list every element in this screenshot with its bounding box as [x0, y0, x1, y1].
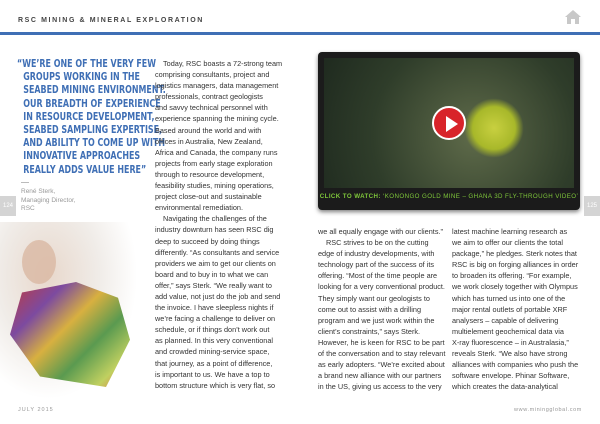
- text-line: experience spanning the mining cycle.: [155, 114, 279, 124]
- text-line: project close-out and sustainable: [155, 192, 262, 202]
- text-line: offer,” says Sterk. “We really want to: [155, 280, 272, 290]
- quote-line: GROUPS WORKING IN THE: [23, 72, 140, 84]
- article-column-3: [452, 226, 578, 392]
- text-line: software envelope. Phinar Software,: [452, 371, 570, 381]
- text-line: They simply want our geologists to: [318, 293, 430, 303]
- text-line: as planned. In this very conventional: [155, 336, 274, 346]
- text-line: client’s constraints,” says Sterk.: [318, 326, 421, 336]
- text-line: is important to us. We have a top to: [155, 369, 270, 379]
- video-player[interactable]: [318, 52, 580, 210]
- text-line: come out to assist with a drilling: [318, 304, 422, 314]
- text-line: differently. “As consultants and service: [155, 247, 280, 257]
- text-line: we all equally engage with our clients.”: [318, 227, 443, 236]
- attribution-line: RSC: [21, 205, 35, 212]
- text-line: environmental remediation.: [155, 203, 244, 213]
- article-photo: [0, 222, 138, 400]
- text-line: Africa and Canada, the company runs: [155, 147, 278, 157]
- caption-label: CLICK TO WATCH:: [319, 193, 381, 200]
- text-line: and crowded mining-service space,: [155, 347, 270, 357]
- text-line: However, he is keen for RSC to be part: [318, 337, 445, 347]
- text-line: technology part of the success of its: [318, 260, 435, 270]
- text-line: logistics managers, data management: [155, 81, 279, 91]
- text-line: providers we aim to get our clients on: [155, 258, 276, 268]
- section-title: RSC MINING & MINERAL EXPLORATION: [18, 17, 204, 24]
- text-line: RSC is big on forging alliances in order: [452, 260, 579, 270]
- text-line: Today, RSC boasts a 72-strong team: [163, 59, 283, 68]
- text-line: RSC strives to be on the cutting: [326, 238, 429, 248]
- video-caption[interactable]: [318, 193, 580, 200]
- article-column-2: [318, 226, 445, 392]
- page-number-right: 125: [584, 196, 600, 216]
- text-line: Navigating the challenges of the: [163, 214, 267, 224]
- attribution-line: René Sterk,: [21, 188, 56, 195]
- text-line: a brand new alliance with our partners: [318, 371, 442, 381]
- page-number-left: 124: [0, 196, 16, 216]
- quote-line: INNOVATIVE APPROACHES: [23, 151, 141, 163]
- quote-line: SEABED SAMPLING EXPERTISE,: [23, 125, 163, 137]
- text-line: in the US, giving us access to the very: [318, 382, 442, 392]
- text-line: package,” he pledges. Sterk notes that: [452, 249, 577, 259]
- text-line: major rental outlets of portable XRF: [452, 304, 568, 314]
- person-face: [22, 240, 56, 284]
- text-line: industry downturn has seen RSC dig: [155, 225, 274, 235]
- text-line: we aim to offer our clients the total: [452, 238, 563, 248]
- article-column-1: [155, 58, 282, 391]
- text-line: alliances with companies who push the: [452, 360, 579, 370]
- text-line: looking for a very conventional product.: [318, 282, 445, 292]
- text-line: bottom structure which is very flat, so: [155, 380, 276, 390]
- text-line: X-ray fluorescence – in Australasia,”: [452, 337, 569, 347]
- play-icon[interactable]: [432, 106, 466, 140]
- attribution-dash: [21, 182, 29, 183]
- quote-line: SEABED MINING ENVIRONMENT.: [23, 85, 166, 97]
- text-line: offices in Australia, New Zealand,: [155, 136, 263, 146]
- text-line: program and we just work within the: [318, 315, 435, 325]
- header-divider: [0, 32, 600, 35]
- text-line: professionals, contract geologists: [155, 92, 263, 102]
- quote-line: AND ABILITY TO COME UP WITH: [23, 138, 165, 150]
- video-thumbnail[interactable]: [324, 58, 574, 188]
- geological-map: [10, 282, 130, 387]
- issue-date: JULY 2015: [18, 407, 54, 413]
- text-line: multielement geochemical data via: [452, 326, 564, 336]
- text-line: board and to buy in to what we can: [155, 269, 269, 279]
- mine-pit: [464, 98, 524, 158]
- text-line: add value, not just do the job and send: [155, 291, 281, 301]
- text-line: latest machine learning research as: [452, 227, 568, 236]
- text-line: we work closely together with Olympus: [452, 282, 578, 292]
- text-line: of the conversation and to stay relevant: [318, 349, 446, 359]
- text-line: comprising consultants, project and: [155, 70, 270, 80]
- pull-quote: [17, 58, 166, 177]
- text-line: which creates the data-analytical: [452, 382, 558, 392]
- text-line: that journey, as a point of difference,: [155, 358, 273, 368]
- quote-line: REALLY ADDS VALUE HERE”: [23, 164, 147, 176]
- text-line: schedule, or if things don’t work out: [155, 325, 270, 335]
- text-line: projects from early stage exploration: [155, 158, 273, 168]
- text-line: edge of industry developments, with: [318, 249, 435, 259]
- attribution-line: Managing Director,: [21, 196, 76, 204]
- quote-line: “WE’RE ONE OF THE VERY FEW: [17, 59, 156, 70]
- text-line: analysers – capable of delivering: [452, 315, 559, 325]
- text-line: which has turned us into one of the: [452, 293, 566, 303]
- text-line: to broaden its offering. “For example,: [452, 271, 572, 281]
- text-line: as early adopters. “We’re excited about: [318, 360, 445, 370]
- text-line: offering. “Most of the time people are: [318, 271, 438, 281]
- text-line: through to resource development,: [155, 169, 265, 179]
- text-line: Based around the world and with: [155, 125, 262, 135]
- text-line: reveals Sterk. “We also have strong: [452, 349, 568, 359]
- home-icon[interactable]: [565, 10, 581, 24]
- text-line: feasibility studies, mining operations,: [155, 181, 274, 191]
- caption-title: ‘KONONGO GOLD MINE – GHANA 3D FLY-THROUGH VIDEO’: [383, 193, 579, 200]
- website-link[interactable]: www.miningglobal.com: [514, 407, 582, 413]
- quote-attribution: [21, 188, 76, 214]
- quote-line: IN RESOURCE DEVELOPMENT,: [23, 111, 155, 123]
- text-line: the invoice. I have sleepless nights if: [155, 303, 274, 313]
- text-line: deep to succeed by doing things: [155, 236, 260, 246]
- text-line: and savvy technical personnel with: [155, 103, 268, 113]
- quote-line: OUR BREADTH OF EXPERIENCE: [23, 98, 161, 110]
- text-line: we’re facing a challenge to deliver on: [155, 314, 276, 324]
